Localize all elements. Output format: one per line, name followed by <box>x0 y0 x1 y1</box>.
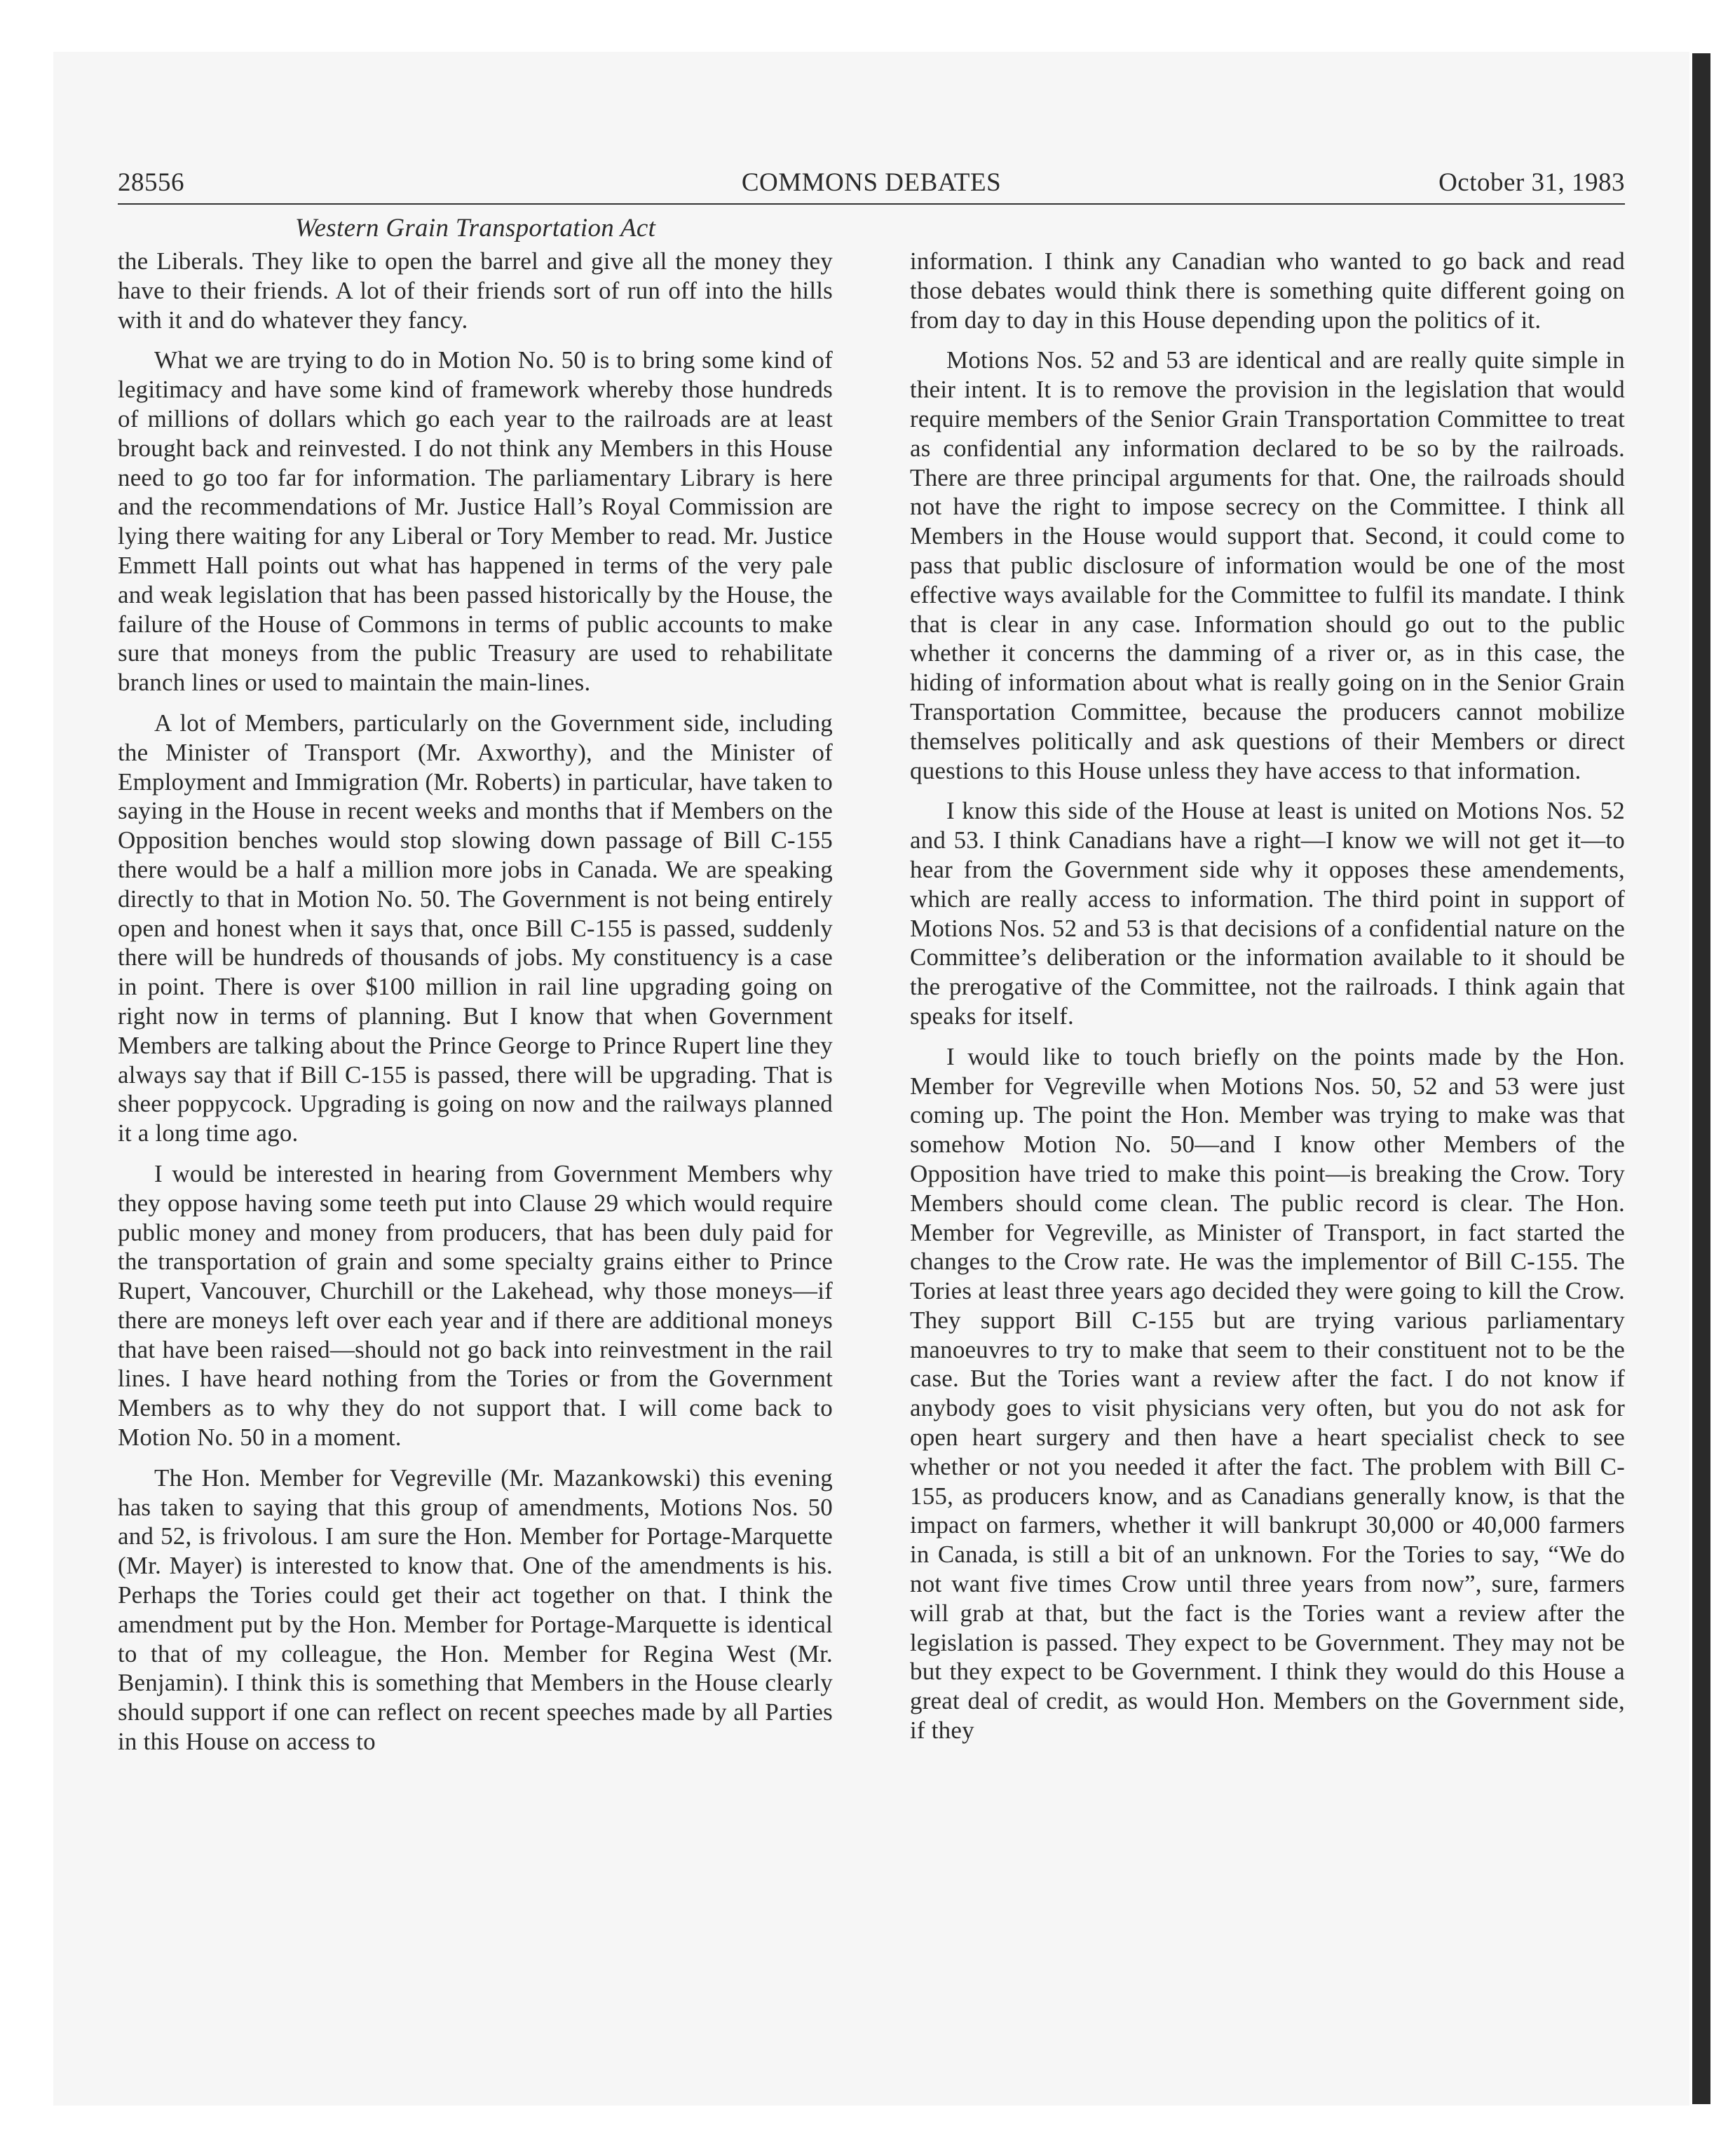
publication-title: COMMONS DEBATES <box>741 168 1002 197</box>
paragraph: A lot of Members, particularly on the Government side, including the Minister of Transport (Mr. Axworthy), and the Minister of Employment and Immigration (Mr. Roberts) in particular, have taken to saying in the House in recent weeks and months that if Members on the Opposition benches would stop slowing down passage of Bill C-155 there would be a half a million more jobs in Canada. We are speaking directly to that in Motion No. 50. The Government is not being entirely open and honest when it says that, once Bill C-155 is passed, suddenly there will be hundreds of thousands of jobs. My constituency is a case in point. There is over $100 million in rail line upgrading going on right now in terms of planning. But I know that when Government Members are talking about the Prince George to Prince Rupert line they always say that if Bill C-155 is passed, there will be upgrading. That is sheer poppycock. Upgrading is going on now and the railways planned it a long time ago. <box>118 709 833 1147</box>
page-number: 28556 <box>118 168 184 197</box>
paragraph: The Hon. Member for Vegreville (Mr. Mazankowski) this evening has taken to saying that this group of amendments, Motions Nos. 50 and 52, is frivolous. I am sure the Hon. Member for Portage-Marquette (Mr. Mayer) is interested to know that. One of the amendments is his. Perhaps the Tories could get their act together on that. I think the amendment put by the Hon. Member for Portage-Marquette is identical to that of my colleague, the Hon. Member for Regina West (Mr. Benjamin). I think this is something that Members in the House clearly should support if one can reflect on recent speeches made by all Parties in this House on access to <box>118 1464 833 1756</box>
paragraph: I would like to touch briefly on the points made by the Hon. Member for Vegreville when Motions Nos. 50, 52 and 53 were just coming up. The point the Hon. Member was trying to make was that somehow Motion No. 50—and I know other Members of the Opposition have tried to make this point—is breaking the Crow. Tory Members should come clean. The public record is clear. The Hon. Member for Vegreville, as Minister of Transport, in fact started the changes to the Crow rate. He was the implementor of Bill C-155. The Tories at least three years ago decided they were going to kill the Crow. They support Bill C-155 but are trying various parliamentary manoeuvres to try to make that seem to their constituent not to be the case. But the Tories want a review after the fact. I do not know if anybody goes to visit physicians very often, but you do not ask for open heart surgery and then have a heart specialist check to see whether or not you needed it after the fact. The problem with Bill C-155, as producers know, and as Canadians generally know, is that the impact on farmers, whether it will bankrupt 30,000 or 40,000 farmers in Canada, is still a bit of an unknown. For the Tories to say, “We do not want five times Crow until three years from now”, sure, farmers will grab at that, but the fact is the Tories want a review after the legislation is passed. They expect to be Government. They may not be but they expect to be Government. I think they would do this House a great deal of credit, as would Hon. Members on the Government side, if they <box>910 1042 1625 1745</box>
paragraph: Motions Nos. 52 and 53 are identical and are really quite simple in their intent. It is to remove the provision in the legislation that would require members of the Senior Grain Transportation Committee to treat as confidential any information declared to be so by the railroads. There are three principal arguments for that. One, the railroads should not have the right to impose secrecy on the Committee. I think all Members in the House would support that. Second, it could come to pass that public disclosure of information would be one of the most effective ways available for the Committee to fulfil its mandate. I think that is clear in any case. Information should go out to the public whether it concerns the damming of a river or, as in this case, the hiding of information about what is really going on in the Senior Grain Transportation Committee, because the producers cannot mobilize themselves politically and ask questions of their Members or direct questions to this House unless they have access to that information. <box>910 346 1625 784</box>
paragraph: information. I think any Canadian who wanted to go back and read those debates would think there is something quite different going on from day to day in this House depending upon the politics of it. <box>910 247 1625 334</box>
document-page <box>118 165 1625 1756</box>
scan-edge-shadow <box>1692 53 1710 2104</box>
paragraph: What we are trying to do in Motion No. 50 is to bring some kind of legitimacy and have some kind of framework whereby those hundreds of millions of dollars which go each year to the railroads are at least brought back and reinvested. I do not think any Members in this House need to go too far for information. The parliamentary Library is here and the recommendations of Mr. Justice Hall’s Royal Commission are lying there waiting for any Liberal or Tory Member to read. Mr. Justice Emmett Hall points out what has happened in terms of the very pale and weak legislation that has been passed historically by the House, the failure of the House of Commons in terms of public accounts to make sure that moneys from the public Treasury are used to rehabilitate branch lines or used to maintain the main-lines. <box>118 346 833 697</box>
left-column <box>118 247 833 1768</box>
section-title: Western Grain Transportation Act <box>294 214 656 243</box>
right-column <box>910 247 1625 1756</box>
running-header <box>118 165 1625 200</box>
paragraph: I know this side of the House at least is united on Motions Nos. 52 and 53. I think Canadians have a right—I know we will not get it—to hear from the Government side why it opposes these amendements, which are really access to information. The third point in support of Motions Nos. 52 and 53 is that decisions of a confidential nature on the Committee’s deliberation or the information available to it should be the prerogative of the Committee, not the railroads. I think again that speaks for itself. <box>910 797 1625 1030</box>
paragraph: the Liberals. They like to open the barrel and give all the money they have to their friends. A lot of their friends sort of run off into the hills with it and do whatever they fancy. <box>118 247 833 334</box>
header-rule <box>118 203 1625 205</box>
publication-date: October 31, 1983 <box>1438 168 1625 197</box>
paragraph: I would be interested in hearing from Government Members why they oppose having some teeth put into Clause 29 which would require public money and money from producers, that has been duly paid for the transportation of grain and some specialty grains either to Prince Rupert, Vancouver, Churchill or the Lakehead, why those moneys—if there are moneys left over each year and if there are additional moneys that have been raised—should not go back into reinvestment in the rail lines. I have heard nothing from the Tories or from the Government Members as to why they do not support that. I will come back to Motion No. 50 in a moment. <box>118 1159 833 1452</box>
